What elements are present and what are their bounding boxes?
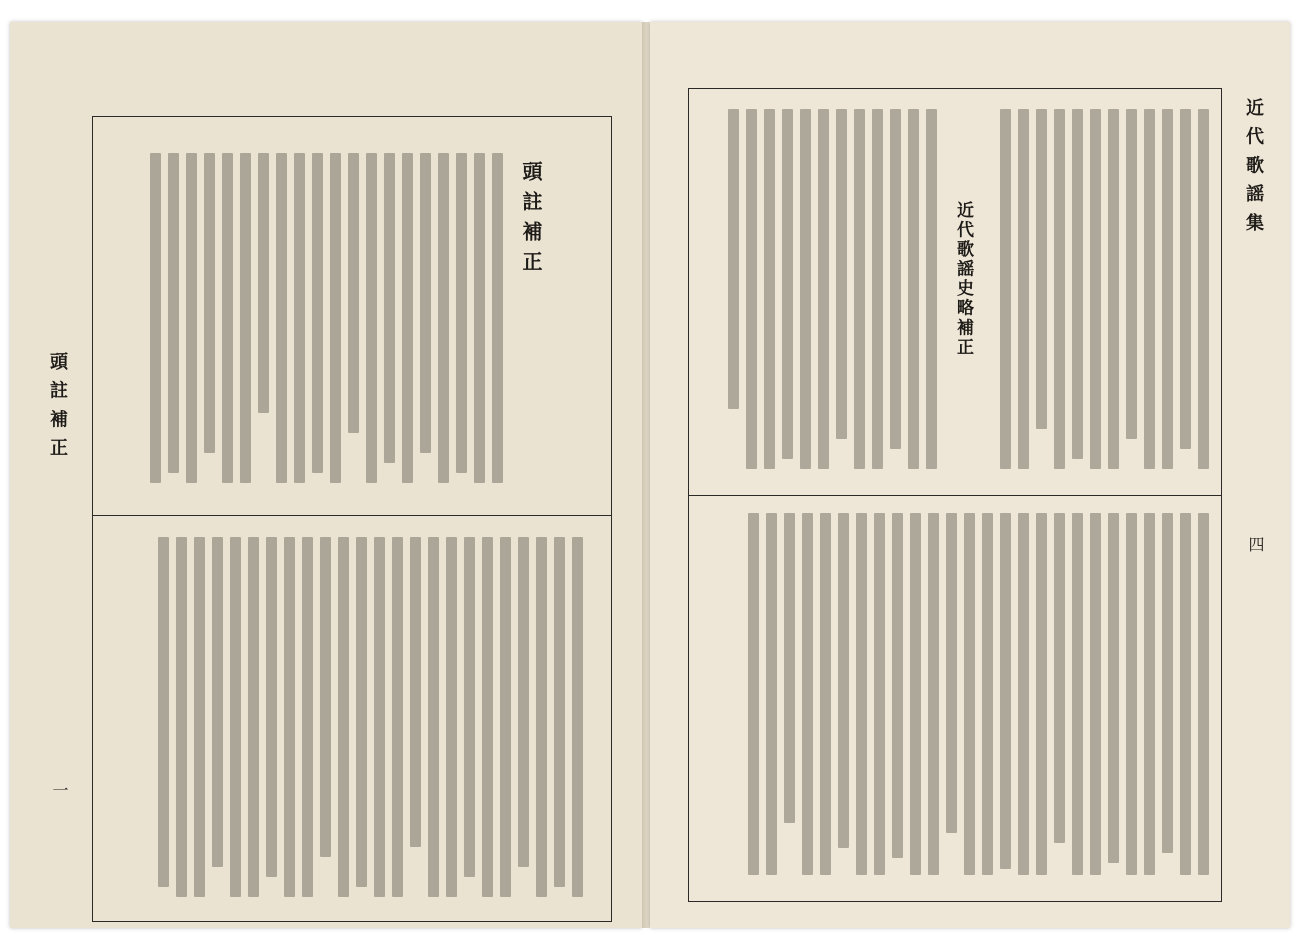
- right-page-number: 四: [1246, 536, 1265, 553]
- right-divider: [689, 495, 1221, 496]
- right-running-title: 近代歌謡集: [1243, 98, 1264, 242]
- left-running-title: 頭註補正: [47, 352, 68, 468]
- left-divider: [93, 515, 611, 516]
- gutter: [642, 22, 650, 928]
- left-page: [10, 22, 642, 928]
- right-page: [650, 22, 1290, 928]
- right-text-frame: [688, 88, 1222, 902]
- left-page-number: 一: [50, 782, 69, 799]
- left-upper-text-columns: [123, 153, 503, 499]
- right-subheading: 近代歌謡史略補正: [953, 201, 973, 358]
- right-lower-text-columns: [709, 513, 1209, 885]
- left-text-frame: [92, 116, 612, 922]
- left-lower-text-columns: [123, 537, 583, 907]
- right-upper-text-columns-a: [979, 109, 1209, 479]
- right-upper-text-columns-b: [709, 109, 937, 479]
- left-section-heading: 頭註補正: [519, 161, 543, 281]
